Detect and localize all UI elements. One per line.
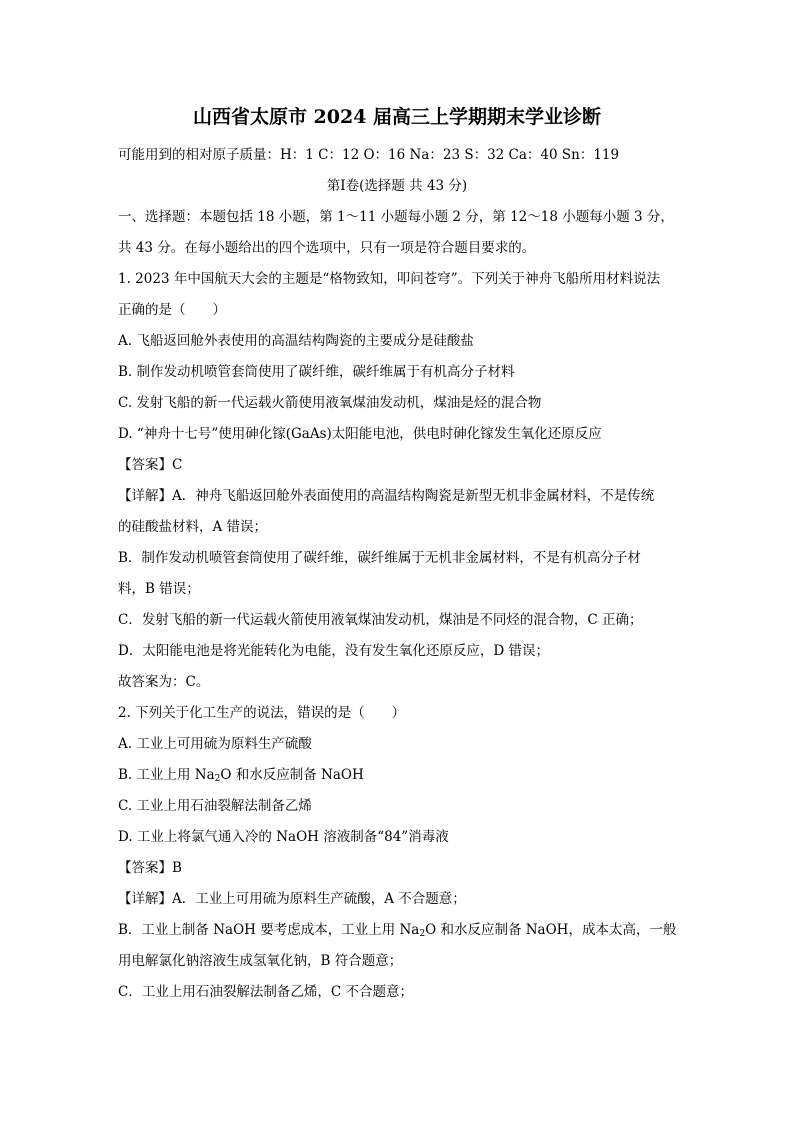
- question-2-option-b: [118, 765, 364, 785]
- question-2-detail-line-4: C．工业上用石油裂解法制备乙烯，C 不合题意；: [118, 984, 413, 1000]
- atomic-masses-line: 可能用到的相对原子质量：H：1 C：12 O：16 Na：23 S：32 Ca：40 Sn：119: [118, 147, 620, 163]
- question-1-detail-line-4: 料，B 错误；: [118, 581, 200, 597]
- question-1-conclusion: 故答案为：C。: [118, 674, 210, 690]
- question-1-detail-line-1: 【详解】A．神舟飞船返回舱外表面使用的高温结构陶瓷是新型无机非金属材料，不是传统: [118, 488, 655, 504]
- question-1-option-c: C. 发射飞船的新一代运载火箭使用液氧煤油发动机，煤油是烃的混合物: [118, 395, 542, 411]
- question-1-stem-line-2: 正确的是（ ）: [118, 302, 226, 318]
- question-1-answer: 【答案】C: [118, 457, 183, 473]
- detail-2-text-pre: B．工业上制备 NaOH 要考虑成本，工业上用 Na: [118, 922, 420, 938]
- question-2-option-c: C. 工业上用石油裂解法制备乙烯: [118, 798, 312, 814]
- section-instructions-line-2: 共 43 分。在每小题给出的四个选项中，只有一项是符合题目要求的。: [118, 240, 536, 256]
- question-1-detail-line-5: C．发射飞船的新一代运载火箭使用液氧煤油发动机，煤油是不同烃的混合物，C 正确；: [118, 612, 643, 628]
- option-b-text-post: O 和水反应制备 NaOH: [220, 767, 364, 783]
- detail-2-text-post: O 和水反应制备 NaOH，成本太高，一般: [425, 922, 677, 938]
- option-b-text-pre: B. 工业上用 Na: [118, 767, 215, 783]
- question-2-option-a: A. 工业上可用硫为原料生产硫酸: [118, 736, 312, 752]
- question-1-stem-line-1: 1. 2023 年中国航天大会的主题是“格物致知，叩问苍穹”。下列关于神舟飞船所用材料说法: [118, 271, 661, 287]
- question-1-detail-line-2: 的硅酸盐材料，A 错误；: [118, 519, 268, 535]
- question-2-detail-line-1: 【详解】A．工业上可用硫为原料生产硫酸，A 不合题意；: [118, 891, 466, 907]
- section-instructions-line-1: 一、选择题：本题包括 18 小题，第 1～11 小题每小题 2 分，第 12～18 小题每小题 3 分，: [118, 209, 674, 225]
- question-1-option-a: A. 飞船返回舱外表使用的高温结构陶瓷的主要成分是硅酸盐: [118, 333, 474, 349]
- question-2-detail-line-2: [118, 920, 676, 940]
- question-2-answer: 【答案】B: [118, 860, 182, 876]
- question-1-option-b: B. 制作发动机喷管套筒使用了碳纤维，碳纤维属于有机高分子材料: [118, 364, 515, 380]
- document-title: 山西省太原市 2024 届高三上学期期末学业诊断: [192, 106, 602, 128]
- question-2-detail-line-3: 用电解氯化钠溶液生成氢氧化钠，B 符合题意；: [118, 953, 403, 969]
- question-2-option-d: D. 工业上将氯气通入冷的 NaOH 溶液制备“84”消毒液: [118, 829, 449, 845]
- question-2-stem: 2. 下列关于化工生产的说法，错误的是（ ）: [118, 705, 406, 721]
- question-1-detail-line-6: D．太阳能电池是将光能转化为电能，没有发生氧化还原反应，D 错误；: [118, 643, 549, 659]
- volume-title: 第Ⅰ卷(选择题 共 43 分): [326, 178, 468, 194]
- option-b-subscript: 2: [214, 774, 221, 784]
- detail-2-subscript: 2: [419, 929, 426, 939]
- question-1-detail-line-3: B．制作发动机喷管套筒使用了碳纤维，碳纤维属于无机非金属材料，不是有机高分子材: [118, 550, 641, 566]
- question-1-option-d: D. “神舟十七号”使用砷化镓(GaAs)太阳能电池，供电时砷化镓发生氧化还原反应: [118, 426, 602, 442]
